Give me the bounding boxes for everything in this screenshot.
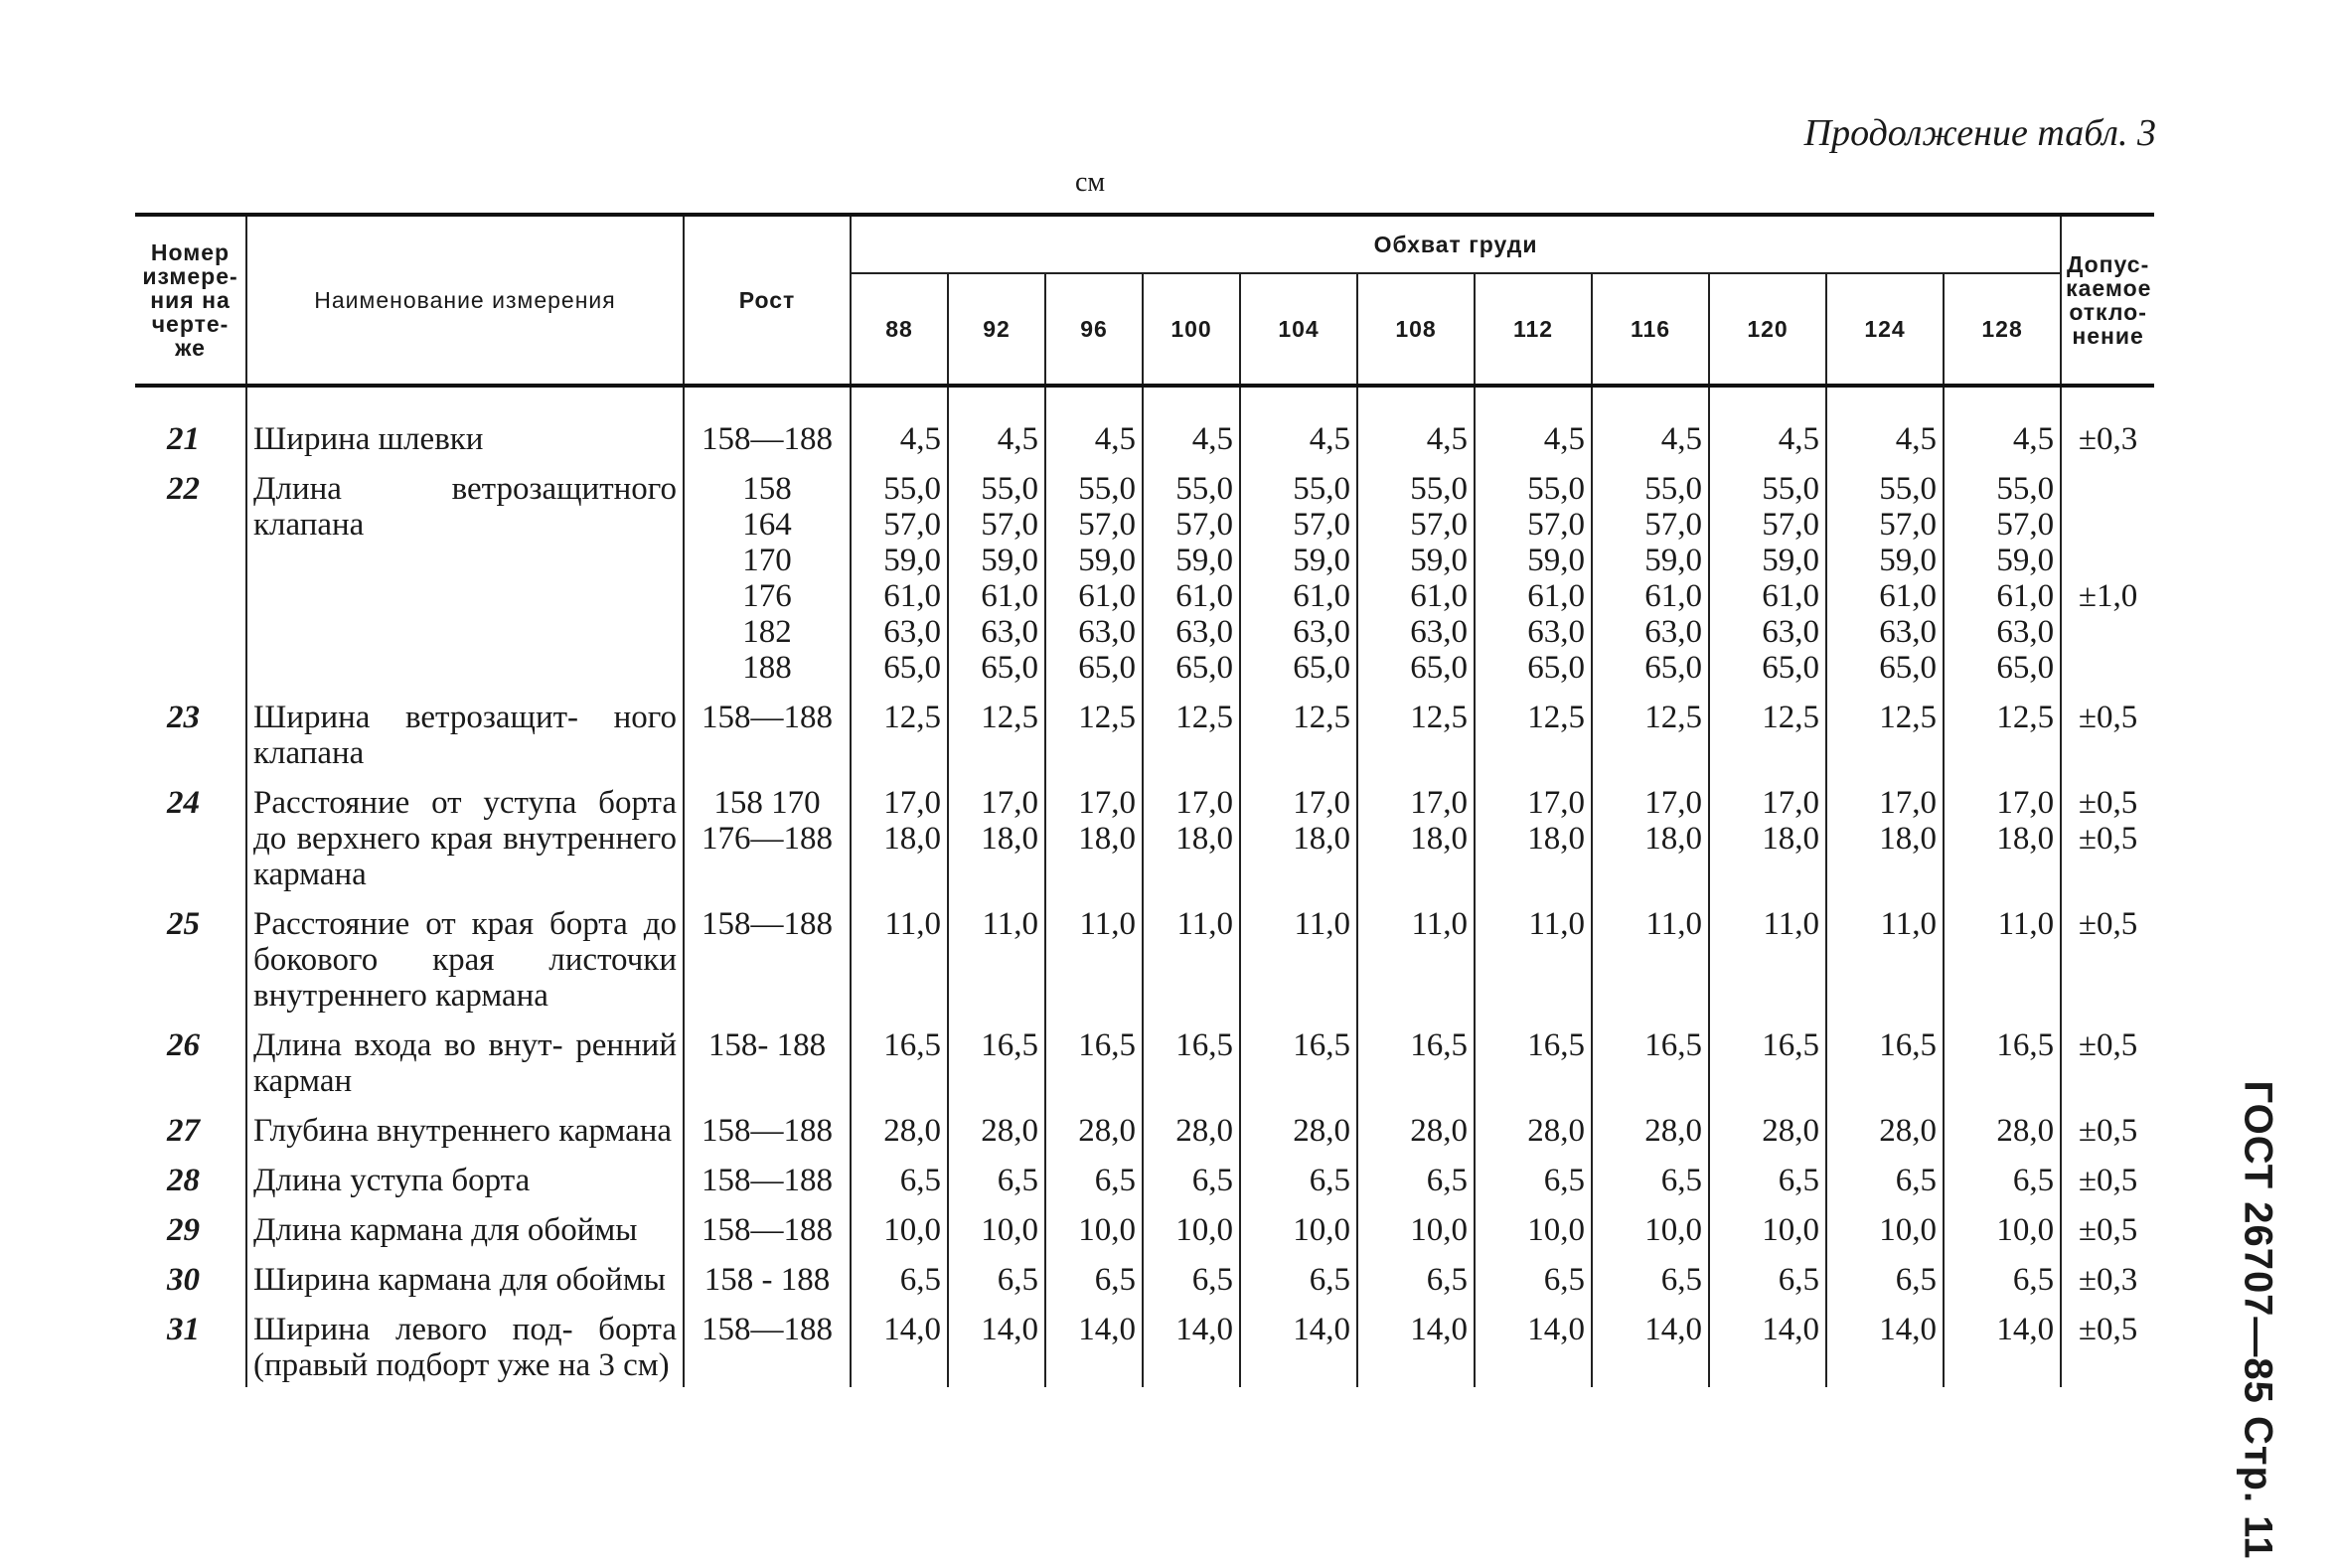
row-value: 17,0 18,0: [1143, 775, 1240, 896]
row-value: 14,0: [1944, 1302, 2061, 1387]
row-value: 12,5: [851, 690, 948, 775]
row-value: 12,5: [1143, 690, 1240, 775]
row-value: 17,0 18,0: [1240, 775, 1357, 896]
row-value: 4,5: [851, 386, 948, 461]
row-number: 30: [167, 1262, 200, 1298]
row-value: 11,0: [1592, 896, 1709, 1018]
row-name: Ширина левого под- борта (правый подборт уже на 3 см): [246, 1302, 684, 1387]
row-value: 4,5: [948, 386, 1045, 461]
row-height: 158—188: [684, 1302, 851, 1387]
row-name: Глубина внутреннего кармана: [246, 1103, 684, 1153]
row-value: 17,0 18,0: [1357, 775, 1475, 896]
row-value: 4,5: [1826, 386, 1944, 461]
row-number: 26: [167, 1027, 200, 1063]
row-value: 14,0: [1045, 1302, 1143, 1387]
row-value: 6,5: [1143, 1153, 1240, 1202]
row-value: 4,5: [1240, 386, 1357, 461]
row-tolerance: ±0,5: [2061, 1103, 2154, 1153]
measurements-table: [135, 213, 2154, 1387]
row-tolerance: ±0,3: [2061, 386, 2154, 461]
row-tolerance: ±1,0: [2061, 461, 2154, 690]
row-value: 4,5: [1045, 386, 1143, 461]
row-name: Ширина кармана для обоймы: [246, 1252, 684, 1302]
row-value: 16,5: [851, 1018, 948, 1103]
row-height: 158 164 170 176 182 188: [684, 461, 851, 690]
row-value: 28,0: [1143, 1103, 1240, 1153]
row-value: 17,0 18,0: [1709, 775, 1826, 896]
row-value: 28,0: [1592, 1103, 1709, 1153]
row-value: 6,5: [1826, 1252, 1944, 1302]
row-height: 158—188: [684, 1202, 851, 1252]
row-value: 11,0: [1357, 896, 1475, 1018]
header-tolerance: Допус- каемое откло- нение: [2061, 215, 2154, 386]
row-height: 158—188: [684, 690, 851, 775]
table-row: [135, 1103, 2154, 1153]
table-row: [135, 1018, 2154, 1103]
row-value: 10,0: [1944, 1202, 2061, 1252]
header-size: 88: [851, 273, 948, 386]
row-value: 55,0 57,0 59,0 61,0 63,0 65,0: [1045, 461, 1143, 690]
row-value: 6,5: [1944, 1252, 2061, 1302]
row-value: 12,5: [1475, 690, 1592, 775]
row-value: 55,0 57,0 59,0 61,0 63,0 65,0: [1944, 461, 2061, 690]
row-tolerance: ±0,3: [2061, 1252, 2154, 1302]
row-height: 158 - 188: [684, 1252, 851, 1302]
row-value: 17,0 18,0: [1592, 775, 1709, 896]
row-value: 6,5: [1944, 1153, 2061, 1202]
row-height: 158—188: [684, 386, 851, 461]
row-value: 16,5: [1357, 1018, 1475, 1103]
table-row: [135, 1153, 2154, 1202]
header-size: 96: [1045, 273, 1143, 386]
row-number: 23: [167, 700, 200, 735]
row-value: 6,5: [1045, 1153, 1143, 1202]
row-value: 11,0: [1143, 896, 1240, 1018]
row-value: 11,0: [1240, 896, 1357, 1018]
row-value: 10,0: [851, 1202, 948, 1252]
row-value: 4,5: [1709, 386, 1826, 461]
row-value: 10,0: [1240, 1202, 1357, 1252]
gost-page-text: ГОСТ 26707—85 Стр. 11: [2236, 1080, 2280, 1560]
row-value: 16,5: [1143, 1018, 1240, 1103]
row-value: 6,5: [1826, 1153, 1944, 1202]
row-value: 11,0: [1709, 896, 1826, 1018]
row-value: 28,0: [1045, 1103, 1143, 1153]
row-value: 10,0: [1709, 1202, 1826, 1252]
row-value: 16,5: [1475, 1018, 1592, 1103]
row-number: 21: [167, 421, 200, 457]
row-height: 158—188: [684, 896, 851, 1018]
row-value: 16,5: [1944, 1018, 2061, 1103]
row-name: Длина ветрозащитного клапана: [246, 461, 684, 690]
row-value: 6,5: [1045, 1252, 1143, 1302]
table-row: [135, 386, 2154, 461]
row-value: 6,5: [1475, 1252, 1592, 1302]
row-tolerance: ±0,5: [2061, 1153, 2154, 1202]
row-value: 17,0 18,0: [1944, 775, 2061, 896]
row-value: 55,0 57,0 59,0 61,0 63,0 65,0: [1709, 461, 1826, 690]
row-value: 14,0: [1709, 1302, 1826, 1387]
unit-label: см: [1075, 167, 1106, 198]
row-name: Расстояние от уступа борта до верхнего края внутреннего кармана: [246, 775, 684, 896]
table-row: [135, 690, 2154, 775]
row-value: 14,0: [1240, 1302, 1357, 1387]
row-value: 10,0: [1592, 1202, 1709, 1252]
row-value: 14,0: [1357, 1302, 1475, 1387]
row-value: 28,0: [1357, 1103, 1475, 1153]
row-number: 25: [167, 906, 200, 942]
row-value: 14,0: [1592, 1302, 1709, 1387]
row-value: 6,5: [1240, 1153, 1357, 1202]
header-size: 116: [1592, 273, 1709, 386]
row-number: 31: [167, 1312, 200, 1347]
table-body: [135, 386, 2154, 1387]
row-value: 12,5: [1357, 690, 1475, 775]
row-value: 55,0 57,0 59,0 61,0 63,0 65,0: [1143, 461, 1240, 690]
row-value: 14,0: [851, 1302, 948, 1387]
row-value: 55,0 57,0 59,0 61,0 63,0 65,0: [1826, 461, 1944, 690]
row-value: 6,5: [948, 1153, 1045, 1202]
row-value: 6,5: [1357, 1153, 1475, 1202]
row-value: 55,0 57,0 59,0 61,0 63,0 65,0: [948, 461, 1045, 690]
row-name: Ширина шлевки: [246, 386, 684, 461]
row-value: 4,5: [1357, 386, 1475, 461]
row-value: 11,0: [948, 896, 1045, 1018]
row-value: 6,5: [1240, 1252, 1357, 1302]
row-height: 158—188: [684, 1153, 851, 1202]
row-value: 12,5: [1709, 690, 1826, 775]
row-value: 17,0 18,0: [1475, 775, 1592, 896]
row-value: 12,5: [1592, 690, 1709, 775]
table-row: [135, 775, 2154, 896]
row-value: 28,0: [1240, 1103, 1357, 1153]
row-value: 6,5: [1709, 1252, 1826, 1302]
header-size: 100: [1143, 273, 1240, 386]
row-number: 24: [167, 785, 200, 821]
row-value: 4,5: [1475, 386, 1592, 461]
row-value: 6,5: [1475, 1153, 1592, 1202]
row-value: 4,5: [1944, 386, 2061, 461]
row-value: 11,0: [1045, 896, 1143, 1018]
row-value: 6,5: [851, 1153, 948, 1202]
row-value: 11,0: [1944, 896, 2061, 1018]
row-value: 17,0 18,0: [1826, 775, 1944, 896]
row-number: 28: [167, 1163, 200, 1198]
row-value: 11,0: [851, 896, 948, 1018]
table-row: [135, 1302, 2154, 1387]
header-size: 128: [1944, 273, 2061, 386]
row-value: 10,0: [1357, 1202, 1475, 1252]
row-number: 29: [167, 1212, 200, 1248]
row-value: 28,0: [1709, 1103, 1826, 1153]
row-height: 158- 188: [684, 1018, 851, 1103]
row-value: 14,0: [1143, 1302, 1240, 1387]
row-value: 28,0: [1944, 1103, 2061, 1153]
header-height: Рост: [684, 215, 851, 386]
table-row: [135, 1252, 2154, 1302]
row-value: 6,5: [1592, 1252, 1709, 1302]
row-value: 10,0: [1475, 1202, 1592, 1252]
header-size: 112: [1475, 273, 1592, 386]
row-value: 28,0: [1826, 1103, 1944, 1153]
row-value: 12,5: [1045, 690, 1143, 775]
row-value: 16,5: [1709, 1018, 1826, 1103]
row-value: 6,5: [1357, 1252, 1475, 1302]
row-tolerance: ±0,5: [2061, 690, 2154, 775]
row-value: 10,0: [1143, 1202, 1240, 1252]
header-size: 120: [1709, 273, 1826, 386]
row-name: Длина уступа борта: [246, 1153, 684, 1202]
row-value: 12,5: [1944, 690, 2061, 775]
row-value: 12,5: [948, 690, 1045, 775]
row-value: 55,0 57,0 59,0 61,0 63,0 65,0: [1592, 461, 1709, 690]
row-value: 14,0: [1475, 1302, 1592, 1387]
side-page-label: [2218, 1078, 2297, 1560]
row-value: 16,5: [1240, 1018, 1357, 1103]
row-tolerance: ±0,5: [2061, 896, 2154, 1018]
row-value: 14,0: [948, 1302, 1045, 1387]
row-name: Расстояние от края борта до бокового края листочки внутреннего кармана: [246, 896, 684, 1018]
row-value: 6,5: [851, 1252, 948, 1302]
row-value: 12,5: [1240, 690, 1357, 775]
row-value: 12,5: [1826, 690, 1944, 775]
row-value: 17,0 18,0: [851, 775, 948, 896]
row-value: 6,5: [1592, 1153, 1709, 1202]
row-value: 16,5: [948, 1018, 1045, 1103]
row-height: 158 170 176—188: [684, 775, 851, 896]
table-row: [135, 896, 2154, 1018]
row-value: 28,0: [948, 1103, 1045, 1153]
row-value: 55,0 57,0 59,0 61,0 63,0 65,0: [1240, 461, 1357, 690]
row-value: 55,0 57,0 59,0 61,0 63,0 65,0: [1475, 461, 1592, 690]
row-value: 6,5: [948, 1252, 1045, 1302]
header-chest: Обхват груди: [851, 215, 2061, 273]
row-name: Ширина ветрозащит- ного клапана: [246, 690, 684, 775]
row-value: 28,0: [1475, 1103, 1592, 1153]
row-value: 16,5: [1045, 1018, 1143, 1103]
row-value: 16,5: [1592, 1018, 1709, 1103]
row-tolerance: ±0,5: [2061, 1202, 2154, 1252]
row-value: 55,0 57,0 59,0 61,0 63,0 65,0: [1357, 461, 1475, 690]
row-value: 55,0 57,0 59,0 61,0 63,0 65,0: [851, 461, 948, 690]
header-size: 124: [1826, 273, 1944, 386]
row-value: 17,0 18,0: [948, 775, 1045, 896]
row-value: 14,0: [1826, 1302, 1944, 1387]
header-size: 92: [948, 273, 1045, 386]
row-name: Длина кармана для обоймы: [246, 1202, 684, 1252]
row-value: 4,5: [1143, 386, 1240, 461]
row-tolerance: ±0,5 ±0,5: [2061, 775, 2154, 896]
row-value: 16,5: [1826, 1018, 1944, 1103]
row-tolerance: ±0,5: [2061, 1018, 2154, 1103]
header-size: 104: [1240, 273, 1357, 386]
header-name: Наименование измерения: [246, 215, 684, 386]
row-number: 27: [167, 1113, 200, 1149]
table-row: [135, 1202, 2154, 1252]
row-value: 11,0: [1826, 896, 1944, 1018]
row-value: 4,5: [1592, 386, 1709, 461]
row-value: 6,5: [1709, 1153, 1826, 1202]
row-value: 11,0: [1475, 896, 1592, 1018]
row-tolerance: ±0,5: [2061, 1302, 2154, 1387]
table-row: [135, 461, 2154, 690]
row-value: 28,0: [851, 1103, 948, 1153]
header-number: Номер измере- ния на черте- же: [135, 215, 246, 386]
row-name: Длина входа во внут- ренний карман: [246, 1018, 684, 1103]
row-value: 10,0: [1045, 1202, 1143, 1252]
row-value: 6,5: [1143, 1252, 1240, 1302]
header-size: 108: [1357, 273, 1475, 386]
row-value: 17,0 18,0: [1045, 775, 1143, 896]
row-height: 158—188: [684, 1103, 851, 1153]
row-value: 10,0: [1826, 1202, 1944, 1252]
row-value: 10,0: [948, 1202, 1045, 1252]
table-caption: Продолжение табл. 3: [1803, 112, 2156, 154]
row-number: 22: [167, 471, 200, 507]
